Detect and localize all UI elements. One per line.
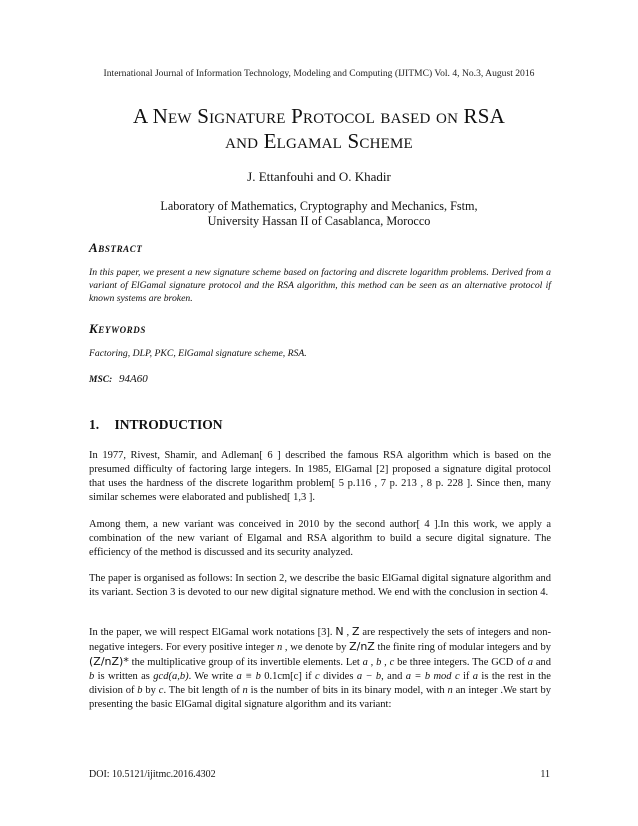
math-a: a	[527, 657, 534, 669]
ring-symbol: Z/nZ	[349, 640, 375, 654]
page-number: 11	[540, 769, 550, 780]
math-equiv: a ≡ b	[236, 671, 261, 683]
text: In the paper, we will respect ElGamal work notations [3].	[89, 627, 336, 638]
author-list: J. Ettanfouhi and O. Khadir	[247, 169, 391, 184]
affiliation-line-2: University Hassan II of Casablanca, Morocco	[207, 214, 431, 228]
text: is the rest in the division of	[89, 671, 551, 697]
text: is written as	[94, 671, 154, 683]
text: is the number of bits in its binary model, with	[247, 685, 448, 697]
text: . The bit length of	[163, 685, 243, 697]
footer-doi: DOI: 10.5121/ijitmc.2016.4302	[89, 769, 216, 780]
math-a: a	[472, 671, 479, 683]
integers-symbol: Z	[351, 625, 360, 638]
text: if	[459, 671, 473, 683]
math-b: b	[137, 685, 143, 697]
section-number: 1.	[89, 417, 100, 432]
abstract-heading: Abstract	[89, 240, 143, 255]
text: 0.1cm[c] if	[260, 671, 316, 683]
math-c: c	[315, 671, 320, 683]
intro-paragraph-1: In 1977, Rivest, Shamir, and Adleman[ 6 ] described the famous RSA algorithm which is based on the presumed difficulty of factoring large integers. In 1985, ElGamal [2] proposed a signature digital protocol that uses the hardness of the discrete logarithm problem[ 5 p.116 , 7 p. 213 , 8 p. 228 ]. Since then, many similar schemes were elaborated and published[ 1,3 ].	[89, 450, 551, 504]
text: an integer .We start by presenting the basic ElGamal digital signature algorithm and its variant:	[89, 685, 551, 711]
naturals-symbol: N	[335, 625, 344, 638]
introduction-heading	[89, 417, 223, 433]
group-symbol: (Z/nZ)*	[89, 655, 129, 669]
section-title: INTRODUCTION	[114, 417, 223, 432]
math-n: n	[276, 642, 283, 654]
text: the finite ring of modular integers and by	[374, 642, 551, 654]
text: by	[142, 685, 159, 697]
text: , we denote by	[282, 642, 350, 654]
math-abc: a , b , c	[362, 657, 395, 669]
text: . We write	[188, 671, 237, 683]
text: and	[533, 657, 551, 669]
keywords-body: Factoring, DLP, PKC, ElGamal signature scheme, RSA.	[89, 348, 307, 359]
text: be three integers. The GCD of	[394, 657, 528, 669]
text: the multiplicative group of its invertible elements. Let	[128, 657, 363, 669]
title-line-2: and Elgamal Scheme	[225, 129, 413, 153]
title-line-1: A New Signature Protocol based on RSA	[133, 104, 505, 128]
msc-classification	[89, 373, 148, 385]
keywords-heading: Keywords	[89, 321, 146, 336]
msc-label: MSC:	[89, 375, 113, 385]
math-mod: a = b mod c	[405, 671, 460, 683]
running-header: International Journal of Information Technology, Modeling and Computing (IJITMC) Vol. 4, No.3, August 2016	[103, 68, 535, 79]
intro-paragraph-2: Among them, a new variant was conceived in 2010 by the second author[ 4 ].In this work, we apply a combination of the new variant of Elgamal and RSA algorithm to build a secure digital signature. The efficiency of the method is discussed and its security analyzed.	[89, 519, 551, 559]
affiliation	[0, 199, 638, 229]
math-c: c	[158, 685, 164, 697]
msc-value: 94A60	[118, 373, 148, 385]
text: , and	[381, 671, 406, 683]
math-b: b	[89, 671, 95, 683]
abstract-body: In this paper, we present a new signature scheme based on factoring and discrete logarithm problems. Derived from a variant of ElGamal signature protocol and the RSA algorithm, this method can be seen as an alternative protocol if known systems are broken.	[89, 267, 551, 304]
intro-paragraph-4	[89, 625, 551, 713]
affiliation-line-1: Laboratory of Mathematics, Cryptography and Mechanics, Fstm,	[160, 199, 478, 213]
math-n: n	[242, 685, 248, 697]
intro-paragraph-3: The paper is organised as follows: In section 2, we describe the basic ElGamal digital signature algorithm and its variant. Section 3 is devoted to our new digital signature method. We end with the conclusion in section 4.	[89, 573, 551, 599]
math-a-minus-b: a − b	[356, 671, 382, 683]
text: are respectively the sets of integers and non-negative integers. For every positive integer	[89, 627, 552, 654]
text: divides	[319, 671, 357, 683]
math-n: n	[447, 685, 453, 697]
text: ,	[343, 627, 352, 638]
math-gcd: gcd(a,b)	[153, 671, 189, 683]
paper-title	[60, 104, 578, 154]
